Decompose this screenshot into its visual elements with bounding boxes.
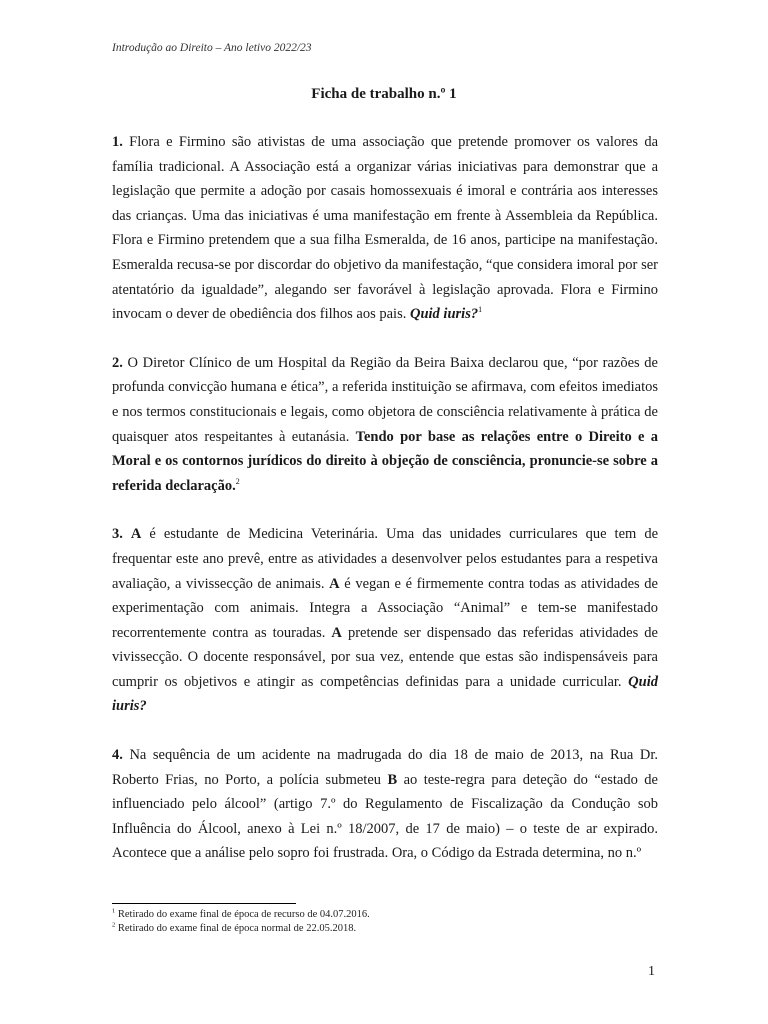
footnote-1: [112, 908, 370, 922]
footnote-ref: 1: [478, 305, 483, 315]
footnote-text: Retirado do exame final de época de recurso de 04.07.2016.: [115, 909, 370, 920]
footnote-marker: 1: [112, 907, 116, 915]
question-instruction: Tendo por base as relações entre o Direito e a Moral e os contornos jurídicos do direito à objeção de consciência, pronuncie-se sobre a referida declaração.: [112, 428, 658, 494]
page-number: 1: [648, 964, 655, 979]
question-text: ao teste-regra para deteção do “estado de influenciado pelo álcool” (artigo 7.º do Regulamento de Fiscalização da Condução sob Influência do Álcool, anexo à Lei n.º 18/2007, de 17 de maio) – o teste de ar expirado. Acontece que a análise pelo sopro foi frustrada. Ora, o Código da Estrada determina, no n.º: [112, 771, 658, 862]
footnotes: [112, 908, 370, 935]
party-a: A: [130, 526, 142, 543]
question-number: 2.: [112, 354, 123, 371]
quid-iuris: Quid iuris?: [112, 673, 658, 715]
question-number: 4.: [112, 747, 123, 764]
footnote-marker: 2: [112, 921, 116, 928]
quid-iuris: Quid iuris?: [409, 306, 479, 323]
party-a: A: [329, 575, 340, 592]
footnote-ref: 2: [235, 476, 240, 486]
question-text: é vegan e é firmemente contra todas as atividades de experimentação com animais. Integra a Associação “Animal” e tem-se manifestado recorrentemente contra as touradas.: [112, 575, 658, 641]
question-1: [112, 130, 658, 327]
footnote-separator: [112, 903, 296, 904]
question-2: [112, 351, 658, 499]
party-b: B: [387, 771, 398, 788]
question-text: é estudante de Medicina Veterinária. Uma das unidades curriculares que tem de frequentar este ano prevê, entre as atividades a desenvolver pelos estudantes para a respetiva avaliação, a vivissecção de animais.: [112, 526, 658, 592]
running-header: Introdução ao Direito – Ano letivo 2022/23: [112, 42, 312, 54]
question-text: pretende ser dispensado das referidas atividades de vivissecção. O docente responsável, por sua vez, entende que estas são indispensáveis para cumprir os objetivos e atingir as competências definidas para a unidade curricular.: [112, 624, 658, 690]
footnote-text: Retirado do exame final de época normal de 22.05.2018.: [115, 922, 357, 934]
page-title: Ficha de trabalho n.º 1: [311, 86, 457, 102]
question-text: Flora e Firmino são ativistas de uma associação que pretende promover os valores da família tradicional. A Associação está a organizar várias iniciativas para demonstrar que a legislação que permite a adoção por casais homossexuais é imoral e contrária aos interesses das crianças. Uma das iniciativas é uma manifestação em frente à Assembleia da República. Flora e Firmino pretendem que a sua filha Esmeralda, de 16 anos, participe na manifestação. Esmeralda recusa-se por discordar do objetivo da manifestação, “que considera imoral por ser atentatório da igualdade”, alegando ser favorável à legislação aprovada. Flora e Firmino invocam o dever de obediência dos filhos aos pais.: [112, 134, 658, 323]
question-number: 1.: [112, 134, 123, 150]
party-a: A: [331, 624, 342, 641]
question-text: Na sequência de um acidente na madrugada do dia 18 de maio de 2013, na Rua Dr. Roberto Frias, no Porto, a polícia submeteu: [112, 747, 658, 788]
document-body: [112, 130, 658, 890]
question-number: 3.: [112, 526, 123, 543]
question-3: [112, 522, 658, 719]
question-text: O Diretor Clínico de um Hospital da Região da Beira Baixa declarou que, “por razões de profunda convicção humana e ética”, a referida instituição se afirmava, com efeitos imediatos e nos termos constitucionais e legais, como objetora de consciência relativamente à prática de quaisquer atos respeitantes à eutanásia.: [112, 354, 658, 445]
question-4: [112, 743, 658, 866]
footnote-2: [112, 922, 370, 936]
